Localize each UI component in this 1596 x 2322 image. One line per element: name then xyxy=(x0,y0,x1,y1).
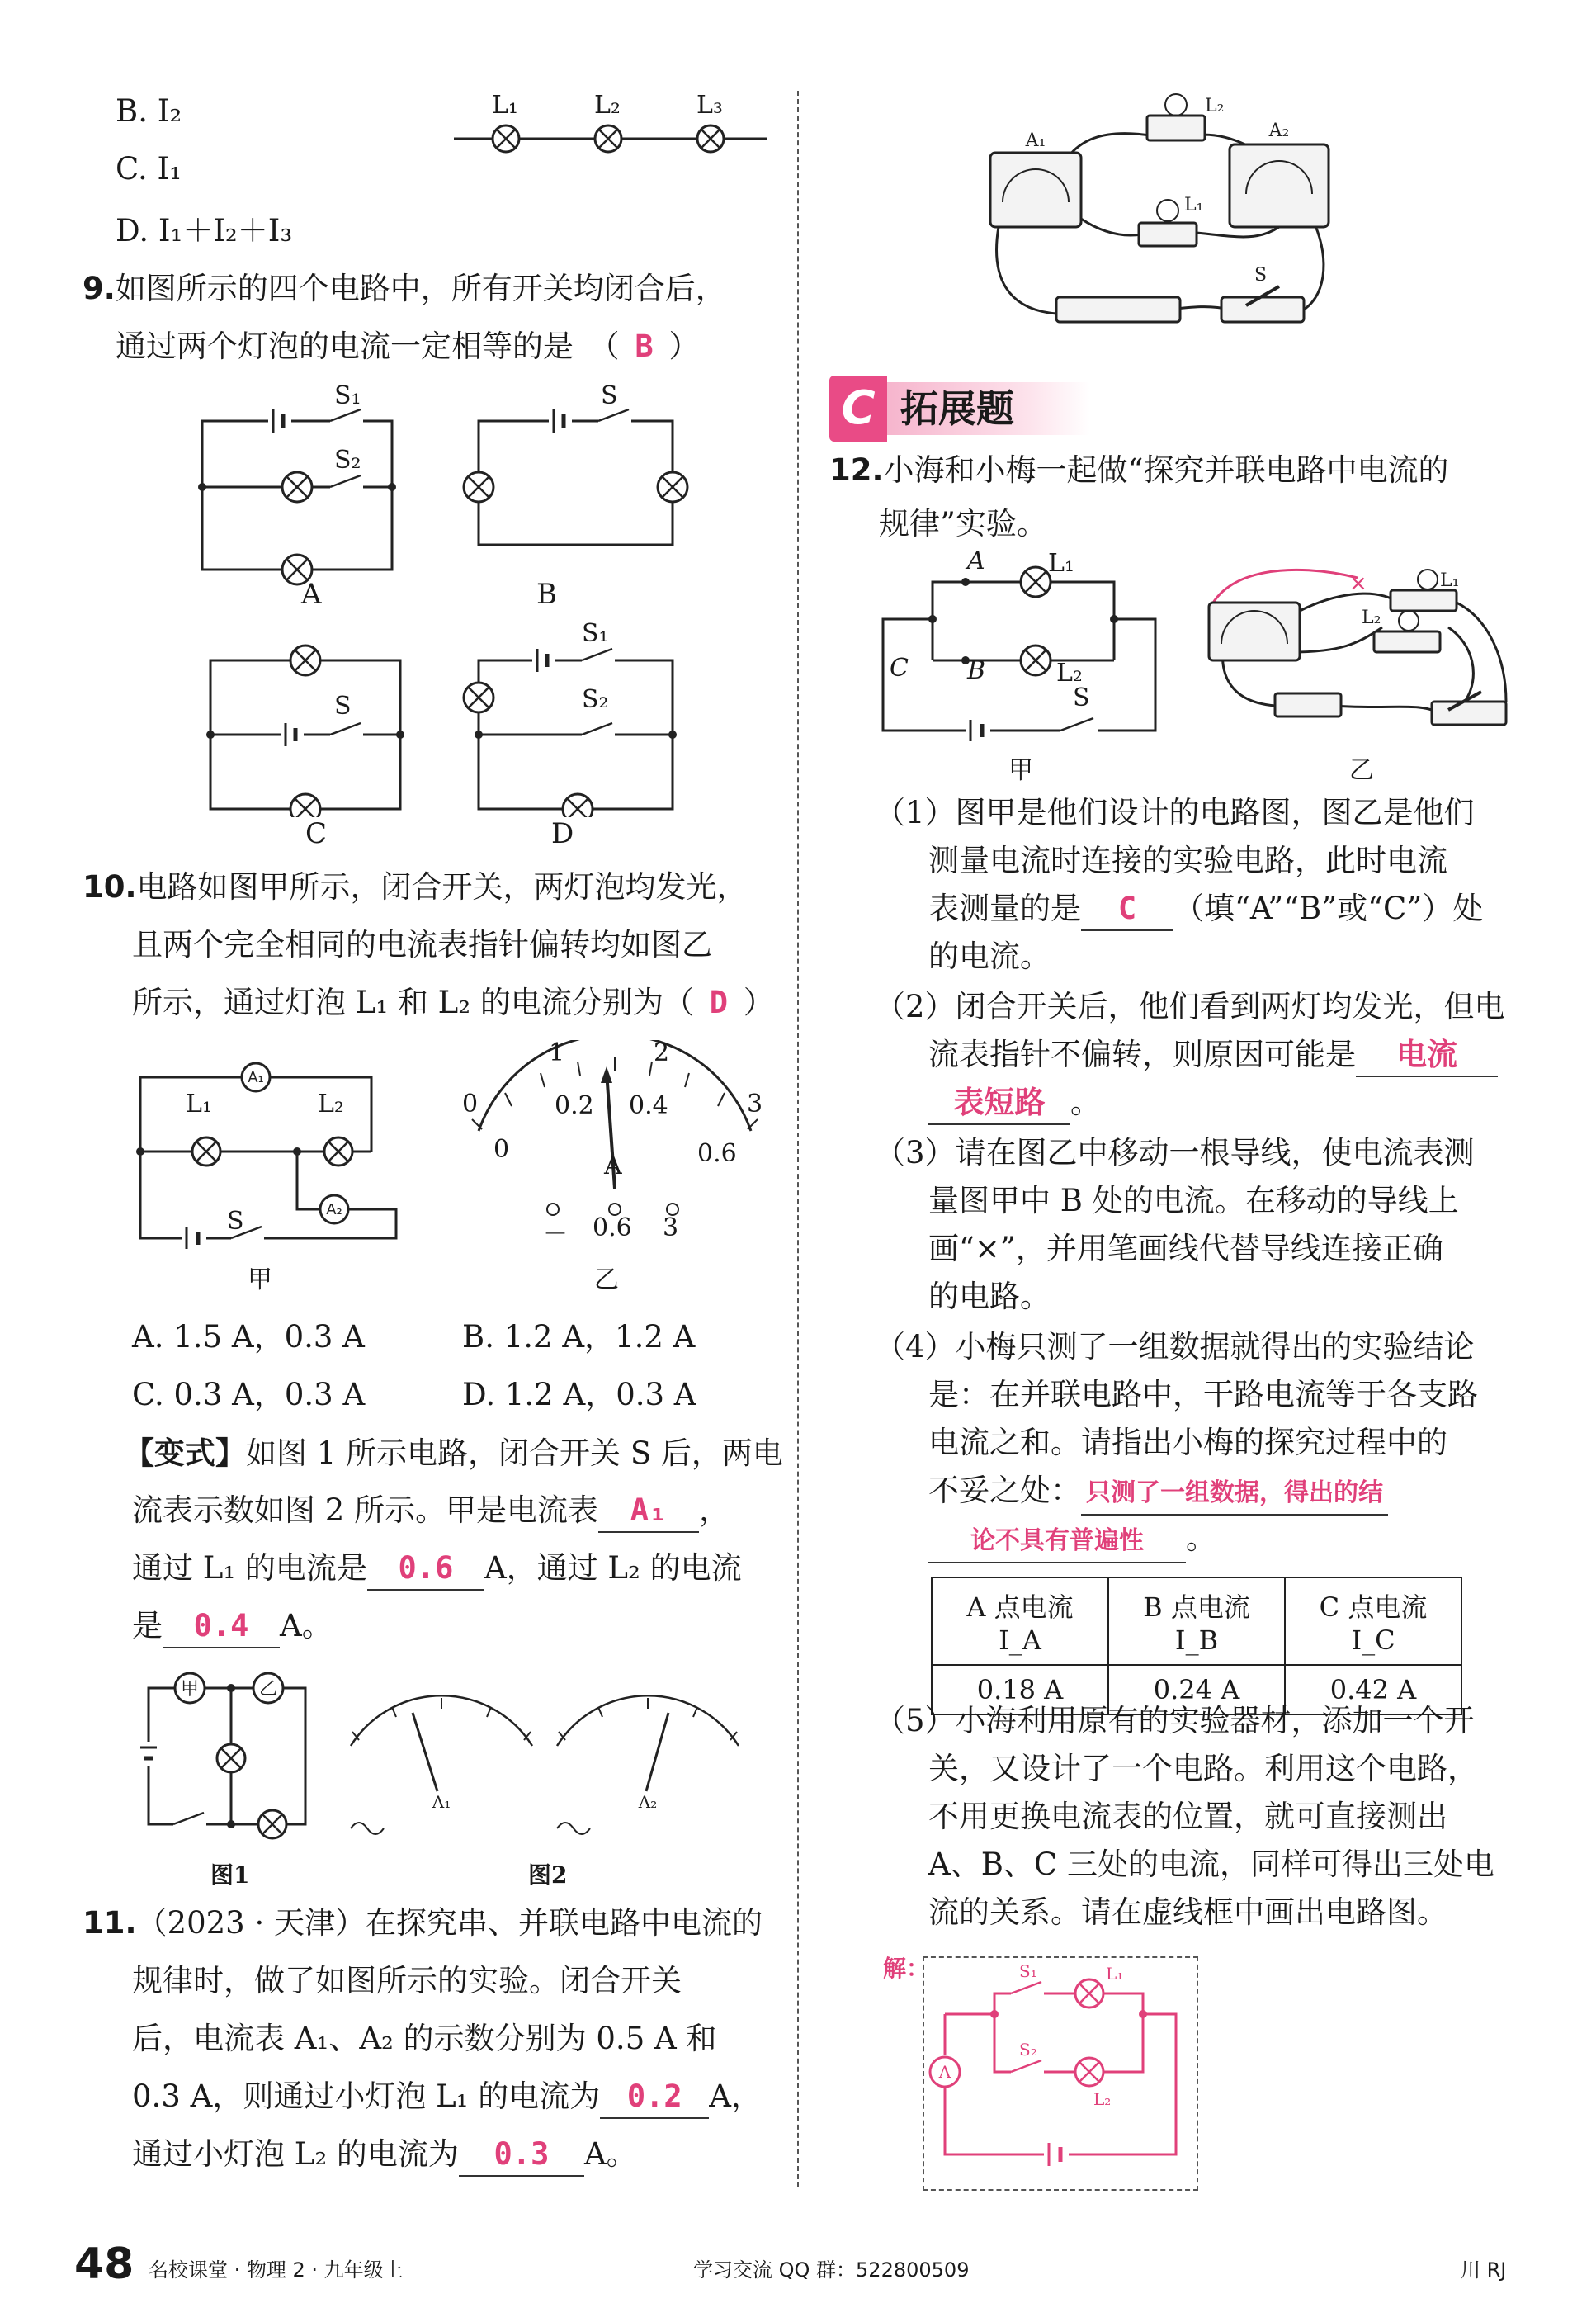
q9-number: 9. xyxy=(83,271,116,306)
variant-tag: 【变式】 xyxy=(124,1435,246,1471)
q9-line2: 通过两个灯泡的电流一定相等的是 （ B ） xyxy=(116,326,700,367)
q10-terminal-minus: － xyxy=(543,1220,568,1249)
q12-p2-line2 xyxy=(928,1034,1498,1077)
table-header-c: C 点电流 I_C xyxy=(1285,1577,1461,1665)
q12-number: 12. xyxy=(829,452,884,488)
q12-p2-text2: 流表指针不偏转，则原因可能是 xyxy=(928,1037,1356,1072)
q12-p3-line3: 画“×”，并用笔画线代替导线连接正确 xyxy=(928,1231,1443,1266)
column-divider xyxy=(797,91,799,2187)
q9-a-s2-label: S₂ xyxy=(334,446,361,475)
q10-option-c: C. 0.3 A，0.3 A xyxy=(132,1377,366,1412)
q10-terminal-06: 0.6 xyxy=(593,1213,632,1242)
q12-p5-line3: 不用更换电流表的位置，就可直接测出 xyxy=(928,1799,1447,1834)
q9-label-d: D xyxy=(551,817,574,850)
q12-p4-line4 xyxy=(928,1470,1388,1516)
variant-text2b: ， xyxy=(699,1492,730,1528)
q11-text4: 0.3 A，则通过小灯泡 L₁ 的电流为 xyxy=(132,2078,601,2114)
q11-a1-text: A₁ xyxy=(1025,130,1046,151)
q12-p2-answer-b: 表短路 xyxy=(928,1082,1070,1125)
q11-text4b: A， xyxy=(709,2078,762,2114)
q11-s-text: S xyxy=(1254,265,1268,286)
q8-l3-label: L₃ xyxy=(696,91,723,120)
q12-data-table xyxy=(931,1577,1462,1715)
q12-p4-answer-b: 论不具有普遍性 xyxy=(928,1520,1186,1563)
q12-p3-line4: 的电路。 xyxy=(928,1279,1051,1314)
q9-b-s-label: S xyxy=(601,381,618,410)
variant-answer-3: 0.4 xyxy=(163,1606,280,1648)
q11-number: 11. xyxy=(83,1905,137,1941)
solution-s1-text: S₁ xyxy=(1019,1965,1037,1981)
q9-d-s2-label: S₂ xyxy=(582,685,609,714)
variant-meter2-label: A₂ xyxy=(638,1792,658,1812)
q9-c-s-label: S xyxy=(334,692,352,721)
q10-meter-unit: A xyxy=(604,1152,622,1180)
variant-meter1-label: A₁ xyxy=(432,1792,451,1812)
variant-text3: 通过 L₁ 的电流是 xyxy=(132,1550,367,1586)
q12-p4-answer-a: 只测了一组数据，得出的结 xyxy=(1081,1473,1388,1516)
edition-tag: 川 RJ xyxy=(1461,2258,1507,2282)
q10-option-d: D. 1.2 A，0.3 A xyxy=(462,1377,696,1412)
q8-option-b: B. I₂ xyxy=(116,93,182,129)
q12-p1-answer: C xyxy=(1081,888,1173,931)
q10-line1 xyxy=(83,867,748,908)
q9-label-c: C xyxy=(305,817,328,850)
q10-meter-top-0: 0 xyxy=(462,1090,479,1118)
solution-s2-text: S₂ xyxy=(1019,2040,1037,2060)
variant-line2 xyxy=(132,1490,730,1533)
q10-s-label: S xyxy=(227,1207,244,1236)
q10-yi-label: 乙 xyxy=(594,1265,619,1294)
q8-l2-label: L₂ xyxy=(594,91,621,120)
variant-answer-1: A₁ xyxy=(598,1490,699,1533)
section-badge: C xyxy=(829,376,887,442)
variant-fig2-label: 图2 xyxy=(528,1861,568,1889)
q10-text3: 所示，通过灯泡 L₁ 和 L₂ 的电流分别为 xyxy=(132,985,663,1020)
q12-line1 xyxy=(829,450,1448,491)
variant-meters-fig2 xyxy=(334,1676,763,1841)
q8-option-c: C. I₁ xyxy=(116,151,182,187)
variant-line3 xyxy=(132,1548,742,1591)
q12-p4-text4: 不妥之处： xyxy=(928,1473,1081,1508)
q10-meter-bot-04: 0.4 xyxy=(629,1091,668,1120)
q12-p3-line1: （3）请在图乙中移动一根导线，使电流表测 xyxy=(875,1135,1475,1170)
q12-p5-line4: A、B、C 三处的电流，同样可得出三处电 xyxy=(928,1847,1494,1882)
q10-jia-label: 甲 xyxy=(248,1265,272,1294)
q12-p2-line3 xyxy=(928,1082,1101,1125)
q10-terminal-3: 3 xyxy=(663,1213,679,1242)
table-value-c: 0.42 A xyxy=(1285,1665,1461,1714)
q10-line2: 且两个完全相同的电流表指针偏转均如图乙 xyxy=(132,927,712,962)
q10-a2-text: A₂ xyxy=(326,1201,342,1218)
q10-number: 10. xyxy=(83,869,137,905)
q12-p1-line2: 测量电流时连接的实验电路，此时电流 xyxy=(928,843,1447,878)
q12-point-b: B xyxy=(967,656,986,685)
q12-p5-line1: （5）小海利用原有的实验器材，添加一个开 xyxy=(875,1703,1475,1738)
variant-text1: 如图 1 所示电路，闭合开关 S 后，两电 xyxy=(246,1435,783,1471)
q10-l2-label: L₂ xyxy=(318,1090,344,1118)
q12-p4-line5 xyxy=(928,1518,1216,1563)
solution-l1-text: L₁ xyxy=(1106,1965,1124,1984)
q12-circuit-jia xyxy=(875,553,1180,743)
q9-answer: B xyxy=(635,329,654,364)
q12-p1-line3 xyxy=(928,888,1483,931)
q12-p2-answer-a: 电流 xyxy=(1356,1034,1498,1077)
q12-p3-line2: 量图甲中 B 处的电流。在移动的导线上 xyxy=(928,1183,1459,1218)
book-title: 名校课堂 · 物理 2 · 九年级上 xyxy=(149,2258,404,2282)
q12-apparatus-yi xyxy=(1192,561,1531,751)
q10-line3: 所示，通过灯泡 L₁ 和 L₂ 的电流分别为（ D ） xyxy=(132,982,774,1024)
q12-p2-line1: （2）闭合开关后，他们看到两灯均发光，但电 xyxy=(875,989,1505,1024)
q12-point-a: A xyxy=(967,546,985,575)
q11-text5: 通过小灯泡 L₂ 的电流为 xyxy=(132,2136,459,2172)
q12-cross-mark: × xyxy=(1349,571,1367,596)
solution-label: 解： xyxy=(883,1955,930,1982)
table-header-row xyxy=(932,1577,1461,1665)
q12-p1-text3b: （填“A”“B”或“C”）处 xyxy=(1173,891,1484,926)
q11-l2-text: L₂ xyxy=(1205,96,1225,116)
q9-text2: 通过两个灯泡的电流一定相等的是 xyxy=(116,329,574,364)
q12-p4-text5b: 。 xyxy=(1186,1520,1216,1556)
q11-a2-text: A₂ xyxy=(1268,121,1290,141)
variant-jia-text: 甲 xyxy=(180,1679,200,1700)
q10-meter-top-1: 1 xyxy=(549,1038,565,1067)
q11-line3: 后，电流表 A₁、A₂ 的示数分别为 0.5 A 和 xyxy=(132,2021,717,2056)
table-value-a: 0.18 A xyxy=(932,1665,1108,1714)
q10-answer: D xyxy=(709,985,728,1020)
q12-p4-line3: 电流之和。请指出小梅的探究过程中的 xyxy=(928,1425,1447,1460)
section-title: 拓展题 xyxy=(887,382,1090,435)
q11-apparatus-figure xyxy=(982,87,1345,334)
page-number-text: 48 xyxy=(74,2239,135,2289)
qq-group: 学习交流 QQ 群：522800509 xyxy=(693,2258,970,2282)
q11-line2: 规律时，做了如图所示的实验。闭合开关 xyxy=(132,1963,682,1998)
q12-p1-line4: 的电流。 xyxy=(928,939,1051,974)
variant-fig1-label: 图1 xyxy=(210,1861,250,1889)
q10-circuit-jia xyxy=(132,1044,404,1251)
q12-yi-l2-text: L₂ xyxy=(1362,608,1381,628)
q12-line2: 规律”实验。 xyxy=(879,506,1047,541)
solution-l2-text: L₂ xyxy=(1093,2089,1112,2109)
variant-line1 xyxy=(124,1432,783,1474)
variant-text3b: A，通过 L₂ 的电流 xyxy=(484,1550,742,1586)
solution-ammeter-text: A xyxy=(938,2062,951,2082)
q12-yi-label: 乙 xyxy=(1349,756,1374,785)
q11-line1 xyxy=(83,1903,763,1944)
q10-meter-bot-06: 0.6 xyxy=(697,1139,737,1168)
q9-text1: 如图所示的四个电路中，所有开关均闭合后， xyxy=(115,271,726,306)
variant-yi-text: 乙 xyxy=(258,1679,278,1700)
q11-line4 xyxy=(132,2076,762,2119)
q12-s-label: S xyxy=(1073,683,1090,712)
section-extension-tag xyxy=(829,376,1077,442)
page-number xyxy=(74,2239,134,2289)
q10-l1-label: L₁ xyxy=(186,1090,212,1118)
q12-p2-text3b: 。 xyxy=(1070,1085,1101,1120)
variant-text4b: A。 xyxy=(280,1608,333,1643)
q12-p1-text3: 表测量的是 xyxy=(928,891,1081,926)
table-header-b: B 点电流 I_B xyxy=(1108,1577,1285,1665)
q10-a1-text: A₁ xyxy=(248,1069,264,1086)
q12-p1-line1: （1）图甲是他们设计的电路图，图乙是他们 xyxy=(875,795,1475,830)
variant-answer-2: 0.6 xyxy=(367,1548,484,1591)
solution-circuit xyxy=(928,1965,1192,2179)
q9-line1 xyxy=(83,268,726,310)
q10-meter-bot-0: 0 xyxy=(493,1135,510,1164)
q12-p5-line5: 流的关系。请在虚线框中画出电路图。 xyxy=(928,1894,1447,1930)
q8-l1-label: L₁ xyxy=(492,91,518,120)
q9-circuit-figures xyxy=(186,388,714,817)
q9-d-s1-label: S₁ xyxy=(582,619,609,648)
q10-option-b: B. 1.2 A，1.2 A xyxy=(462,1319,696,1355)
q10-meter-top-2: 2 xyxy=(654,1038,670,1067)
variant-text2: 流表示数如图 2 所示。甲是电流表 xyxy=(132,1492,599,1528)
table-value-b: 0.24 A xyxy=(1108,1665,1285,1714)
q11-answer-2: 0.3 xyxy=(459,2134,584,2177)
q12-p5-line2: 关，又设计了一个电路。利用这个电路， xyxy=(928,1751,1478,1786)
variant-circuit-fig1 xyxy=(140,1667,330,1857)
q12-yi-l1-text: L₁ xyxy=(1440,570,1460,591)
q10-option-a: A. 1.5 A，0.3 A xyxy=(132,1319,365,1355)
q11-l1-text: L₁ xyxy=(1184,195,1204,215)
q12-jia-label: 甲 xyxy=(1008,756,1033,785)
q12-p4-line1: （4）小梅只测了一组数据就得出的实验结论 xyxy=(875,1329,1475,1364)
q12-l1-label: L₁ xyxy=(1048,549,1074,578)
q9-label-a: A xyxy=(301,578,322,611)
q11-line5 xyxy=(132,2134,637,2177)
q11-answer-1: 0.2 xyxy=(600,2076,709,2119)
variant-text4: 是 xyxy=(132,1608,163,1643)
q11-text1: （2023 · 天津）在探究串、并联电路中电流的 xyxy=(136,1905,763,1941)
q12-p4-line2: 是：在并联电路中，干路电流等于各支路 xyxy=(928,1377,1478,1412)
q10-meter-top-3: 3 xyxy=(747,1090,763,1118)
q12-point-c: C xyxy=(890,654,909,683)
variant-line4 xyxy=(132,1606,333,1648)
q9-label-b: B xyxy=(536,578,557,611)
table-header-a: A 点电流 I_A xyxy=(932,1577,1108,1665)
q10-text1: 电路如图甲所示，闭合开关，两灯泡均发光， xyxy=(136,869,748,905)
q10-meter-bot-02: 0.2 xyxy=(555,1091,594,1120)
q9-a-s1-label: S₁ xyxy=(334,381,361,410)
q8-option-d: D. I₁＋I₂＋I₃ xyxy=(116,213,293,248)
q12-text1: 小海和小梅一起做“探究并联电路中电流的 xyxy=(883,452,1449,488)
q12-l2-label: L₂ xyxy=(1056,659,1083,688)
q11-text5b: A。 xyxy=(583,2136,637,2172)
